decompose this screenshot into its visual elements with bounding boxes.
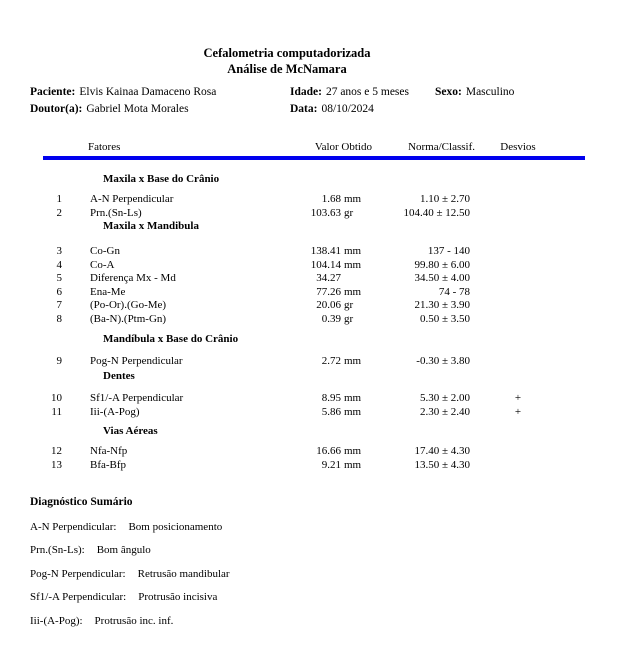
row-norma: 2.30 ± 2.40 [419, 405, 470, 418]
table-row [30, 272, 566, 286]
row-factor: Diferença Mx - Md [90, 272, 176, 284]
row-value: 77.26 [316, 285, 341, 298]
row-number: 7 [56, 299, 62, 311]
sexo-field [435, 86, 514, 98]
diagnosis-item [30, 568, 590, 582]
doutor-value: Gabriel Mota Morales [86, 103, 189, 115]
diagnosis-label: Iii-(A-Pog): [30, 614, 83, 627]
row-norma: 13.50 ± 4.30 [414, 458, 470, 471]
row-factor: (Ba-N).(Ptm-Gn) [90, 312, 167, 325]
row-value: 103.63 [310, 206, 341, 219]
row-value-unit: mm [344, 245, 362, 257]
paciente-value: Elvis Kainaa Damaceno Rosa [79, 86, 217, 98]
row-norma: 0.50 ± 3.50 [419, 312, 470, 325]
row-desvio [470, 286, 566, 300]
row-number: 9 [56, 355, 62, 367]
row-number: 2 [56, 206, 62, 219]
diagnosis-item [30, 591, 590, 605]
row-desvio [470, 355, 566, 369]
row-factor: Pog-N Perpendicular [90, 355, 183, 367]
sexo-label: Sexo: [435, 86, 462, 98]
row-number: 5 [56, 272, 62, 284]
diagnosis-value: Protrusão incisiva [138, 591, 218, 603]
paciente-label: Paciente: [30, 86, 76, 98]
table-header-row [30, 140, 566, 154]
data-field [290, 103, 374, 115]
row-factor: Co-A [90, 258, 115, 271]
table-row [30, 406, 566, 420]
header-divider [43, 156, 585, 160]
doutor-field [30, 103, 189, 115]
row-factor: Co-Gn [90, 245, 120, 257]
row-norma: 21.30 ± 3.90 [414, 299, 470, 311]
diagnosis-label: Pog-N Perpendicular: [30, 567, 126, 580]
table-section-header: Vias Aéreas [103, 425, 158, 437]
report-title: Cefalometria computadorizada [203, 46, 371, 60]
row-value: 5.86 [321, 405, 341, 418]
row-value-unit: mm [344, 193, 362, 205]
row-desvio [470, 313, 566, 327]
row-norma: 5.30 ± 2.00 [419, 392, 470, 404]
row-factor: Nfa-Nfp [90, 445, 128, 457]
row-value-unit [341, 272, 365, 286]
row-value-unit: mm [344, 405, 362, 418]
report-subtitle: Análise de McNamara [227, 62, 347, 76]
row-value-unit: mm [344, 445, 362, 457]
row-value-unit: gr [344, 206, 354, 219]
diagnosis-value: Retrusão mandibular [137, 567, 230, 580]
row-number: 6 [56, 285, 62, 298]
table-section-header: Dentes [103, 370, 135, 382]
row-number: 8 [56, 312, 62, 325]
idade-value: 27 anos e 5 meses [325, 86, 409, 98]
diagnosis-value: Protrusão inc. inf. [94, 614, 174, 627]
row-desvio [470, 272, 566, 286]
row-number: 4 [56, 258, 62, 271]
row-desvio [470, 445, 566, 459]
table-row [30, 193, 566, 207]
row-desvio [470, 299, 566, 313]
table-row [30, 299, 566, 313]
table-row [30, 445, 566, 459]
idade-field [290, 86, 409, 98]
table-row [30, 207, 566, 221]
patient-info-row-2 [0, 103, 630, 117]
row-desvio [470, 245, 566, 259]
row-number: 12 [51, 445, 62, 457]
diagnosis-label: A-N Perpendicular: [30, 520, 117, 533]
row-number: 10 [51, 392, 62, 404]
row-desvio: + [514, 405, 522, 418]
row-number: 1 [56, 193, 62, 205]
idade-label: Idade: [290, 86, 322, 98]
row-norma: 99.80 ± 6.00 [414, 258, 470, 271]
table-row [30, 245, 566, 259]
diagnosis-summary [30, 496, 590, 628]
row-value: 1.68 [321, 193, 341, 205]
row-value-unit: gr [344, 312, 354, 325]
table-row [30, 392, 566, 406]
row-desvio [470, 207, 566, 221]
table-section-header: Mandíbula x Base do Crânio [103, 333, 239, 345]
row-value-unit: mm [344, 355, 362, 367]
diagnosis-label: Sf1/-A Perpendicular: [30, 591, 127, 603]
row-norma: 34.50 ± 4.00 [414, 272, 470, 284]
factors-table [30, 167, 566, 472]
row-desvio [470, 193, 566, 207]
row-value: 2.72 [321, 355, 341, 367]
diagnosis-value: Bom posicionamento [128, 520, 223, 533]
row-value: 34.27 [316, 272, 341, 284]
diagnosis-label: Prn.(Sn-Ls): [30, 544, 85, 556]
row-number: 11 [51, 405, 62, 418]
data-label: Data: [290, 103, 318, 115]
row-desvio [470, 459, 566, 473]
row-norma: 74 - 78 [438, 285, 470, 298]
data-value: 08/10/2024 [321, 103, 374, 115]
table-row [30, 313, 566, 327]
row-value-unit: gr [344, 299, 354, 311]
row-desvio [470, 259, 566, 273]
row-factor: (Po-Or).(Go-Me) [90, 299, 167, 311]
diagnosis-item [30, 615, 590, 629]
diagnosis-item [30, 521, 590, 535]
row-number: 3 [56, 245, 62, 257]
patient-info-row-1 [0, 86, 630, 100]
row-value: 138.41 [310, 245, 341, 257]
row-desvio: + [514, 392, 522, 404]
row-factor: Ena-Me [90, 285, 126, 298]
table-row [30, 259, 566, 273]
row-value: 104.14 [310, 258, 341, 271]
row-value: 20.06 [316, 299, 341, 311]
table-section-header: Maxila x Mandibula [103, 220, 199, 232]
row-factor: Iii-(A-Pog) [90, 405, 140, 418]
sexo-value: Masculino [465, 86, 515, 98]
row-value: 16.66 [316, 445, 341, 457]
table-row [30, 355, 566, 369]
row-value: 9.21 [321, 458, 341, 471]
diagnosis-value: Bom ângulo [96, 544, 151, 556]
row-norma: -0.30 ± 3.80 [416, 355, 470, 367]
col-header-fatores: Fatores [88, 141, 121, 153]
row-norma: 17.40 ± 4.30 [414, 445, 470, 457]
col-header-norma-classif: Norma/Classif. [408, 141, 475, 153]
row-norma: 137 - 140 [427, 245, 470, 257]
doutor-label: Doutor(a): [30, 103, 83, 115]
row-number: 13 [51, 458, 62, 471]
row-factor: Sf1/-A Perpendicular [90, 392, 184, 404]
paciente-field [30, 86, 216, 98]
col-header-desvios: Desvios [500, 141, 536, 153]
diagnosis-item [30, 544, 590, 558]
row-value: 8.95 [321, 392, 341, 404]
row-value-unit: mm [344, 258, 362, 271]
row-factor: A-N Perpendicular [90, 193, 174, 205]
diagnosis-heading: Diagnóstico Sumário [30, 496, 133, 508]
row-norma: 104.40 ± 12.50 [403, 206, 470, 219]
table-row [30, 286, 566, 300]
row-value-unit: mm [344, 285, 362, 298]
table-section-header: Maxila x Base do Crânio [103, 173, 220, 185]
row-value: 0.39 [321, 312, 341, 325]
table-row [30, 459, 566, 473]
row-norma: 1.10 ± 2.70 [419, 193, 470, 205]
row-factor: Bfa-Bfp [90, 458, 127, 471]
row-value-unit: mm [344, 392, 362, 404]
row-value-unit: mm [344, 458, 362, 471]
row-factor: Prn.(Sn-Ls) [90, 206, 142, 219]
col-header-valor-obtido: Valor Obtido [314, 141, 372, 153]
